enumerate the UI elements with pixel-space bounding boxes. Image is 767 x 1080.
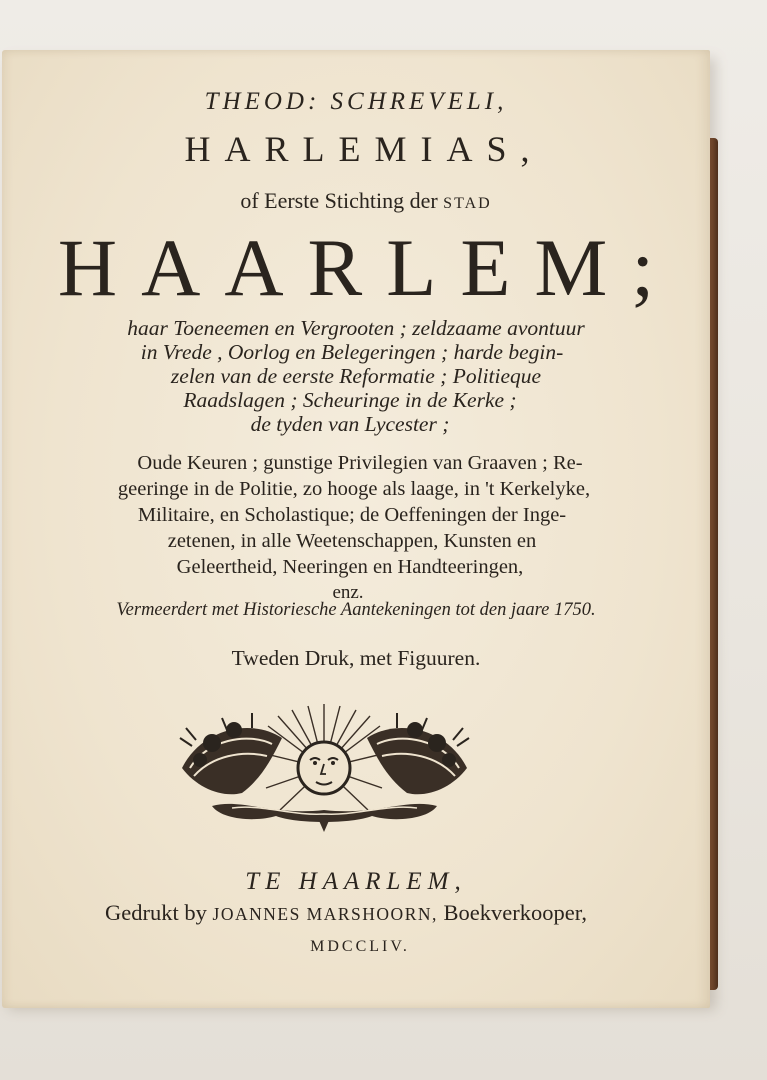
imprint-printer-name: JOANNES MARSHOORN,	[212, 904, 438, 924]
title-page	[2, 50, 710, 1008]
edition-line: Tweden Druk, met Figuuren.	[231, 646, 481, 670]
imprint-place: TE HAARLEM,	[245, 868, 467, 895]
contents-roman-line-6: enz.	[332, 582, 364, 603]
contents-italic-line-3: zelen van de eerste Reformatie ; Politieque	[170, 364, 542, 388]
contents-roman-line-3: Militaire, en Scholastique; de Oeffeningen der Inge-	[137, 504, 567, 526]
imprint-year: MDCCLIV.	[310, 938, 410, 955]
work-title: HARLEMIAS,	[184, 129, 544, 169]
contents-roman-line-2: geeringe in de Politie, zo hooge als laage, in 't Kerkelyke,	[117, 478, 591, 500]
author-line: THEOD: SCHREVELI,	[204, 88, 508, 115]
contents-roman-line-1: Oude Keuren ; gunstige Privilegien van Graaven ; Re-	[137, 452, 583, 474]
city-title: HAARLEM;	[57, 222, 679, 313]
contents-italic-line-5: de tyden van Lycester ;	[250, 412, 450, 436]
contents-italic-line-4: Raadslagen ; Scheuringe in de Kerke ;	[183, 388, 517, 412]
imprint-printer-line	[0, 900, 700, 926]
sun-face-ornament	[172, 698, 477, 838]
contents-italic-line-2: in Vrede , Oorlog en Belegeringen ; harde begin-	[140, 340, 564, 364]
subtitle-prefix: of Eerste Stichting der	[240, 188, 438, 213]
subtitle-stad: STAD	[443, 195, 492, 212]
imprint-printer-suffix: Boekverkooper,	[443, 900, 587, 925]
subtitle-line	[12, 188, 720, 214]
contents-roman-line-4: zetenen, in alle Weetenschappen, Kunsten en	[167, 530, 537, 552]
imprint-printer-prefix: Gedrukt by	[105, 900, 207, 925]
contents-italic-line-1: haar Toeneemen en Vergrooten ; zeldzaame avontuur	[127, 316, 585, 340]
contents-roman-line-5: Geleertheid, Neeringen en Handteeringen,	[176, 556, 524, 578]
augmented-line: Vermeerdert met Historiesche Aantekeningen tot den jaare 1750.	[116, 600, 596, 620]
